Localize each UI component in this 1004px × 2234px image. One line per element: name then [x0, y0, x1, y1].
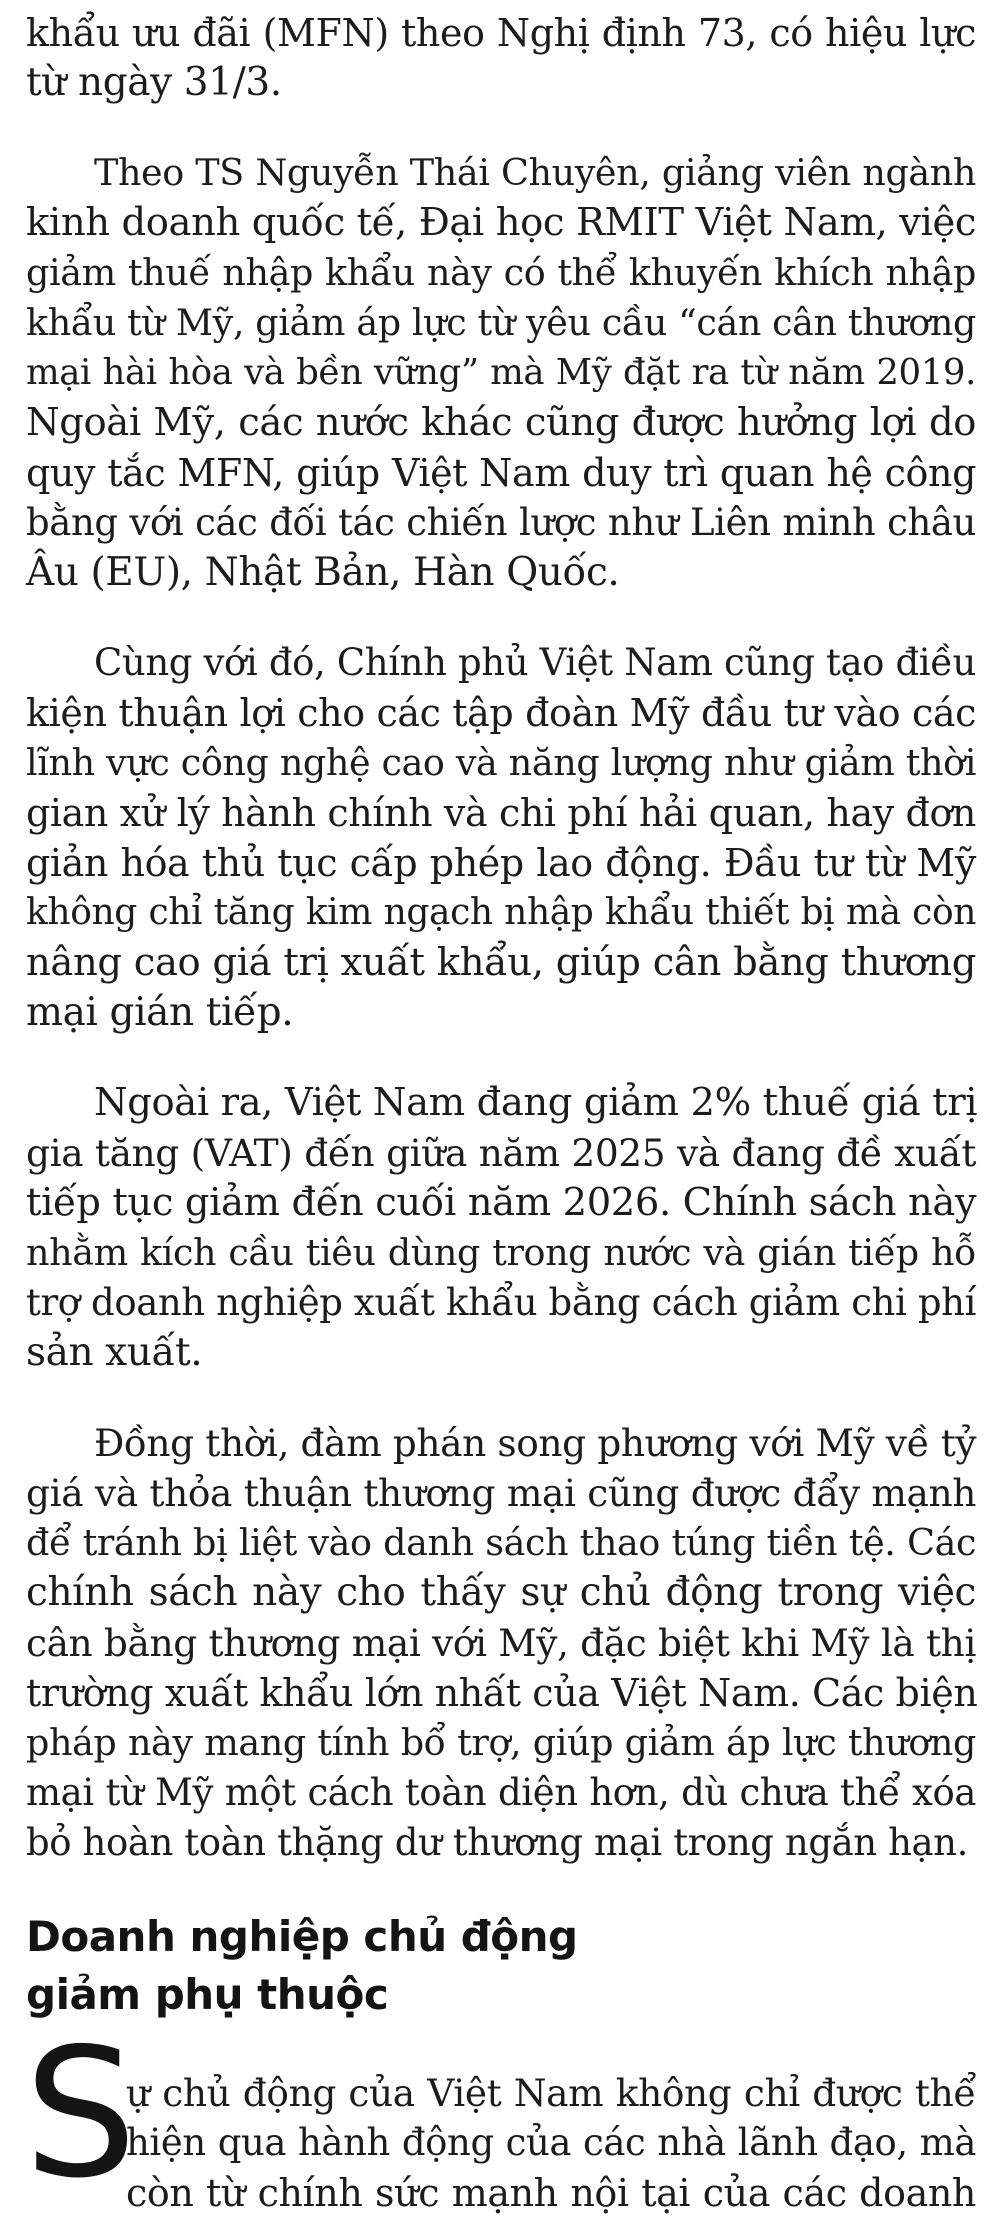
text-line: giá và thỏa thuận thương mại cũng được đẩy mạnh — [26, 1471, 976, 1515]
text-line: tiếp tục giảm đến cuối năm 2026. Chính sách này — [26, 1180, 977, 1225]
text-line: nhằm kích cầu tiêu dùng trong nước và gián tiếp hỗ — [26, 1231, 976, 1274]
text-line: lĩnh vực công nghệ cao và năng lượng như giảm thời — [26, 741, 976, 784]
text-line: bằng với các đối tác chiến lược như Liên minh châu — [26, 501, 976, 544]
text-line: kiện thuận lợi cho các tập đoàn Mỹ đầu tư vào các — [26, 691, 976, 735]
heading-line: giảm phụ thuộc — [26, 1970, 389, 2019]
text-line: gia tăng (VAT) đến giữa năm 2025 và đang đề xuất — [26, 1131, 976, 1175]
text-line: pháp này mang tính bổ trợ, giúp giảm áp lực thương — [26, 1721, 976, 1764]
text-line: kinh doanh quốc tế, Đại học RMIT Việt Nam, việc — [26, 200, 976, 245]
text-line: Đồng thời, đàm phán song phương với Mỹ về tỷ — [94, 1421, 977, 1465]
text-line: mại gián tiếp. — [26, 990, 294, 1035]
text-line: không chỉ tăng kim ngạch nhập khẩu thiết bị mà còn — [26, 892, 976, 933]
text-line: còn từ chính sức mạnh nội tại của các doanh — [126, 2171, 976, 2215]
text-line: hiện qua hành động của các nhà lãnh đạo, mà — [126, 2121, 976, 2164]
heading-line: Doanh nghiệp chủ động — [26, 1912, 578, 1961]
text-line: Âu (EU), Nhật Bản, Hàn Quốc. — [26, 550, 620, 595]
text-line: giản hóa thủ tục cấp phép lao động. Đầu tư từ Mỹ — [26, 841, 976, 885]
text-line: ự chủ động của Việt Nam không chỉ được thể — [126, 2071, 976, 2115]
text-line: nâng cao giá trị xuất khẩu, giúp cân bằng thương — [26, 940, 976, 985]
text-line: gian xử lý hành chính và chi phí hải quan, hay đơn — [26, 791, 976, 835]
text-line: trường xuất khẩu lớn nhất của Việt Nam. Các biện — [26, 1671, 978, 1715]
drop-cap: S — [24, 2010, 137, 2217]
text-line: chính sách này cho thấy sự chủ động trong việc — [26, 1570, 976, 1615]
text-line: bỏ hoàn toàn thặng dư thương mại trong ngắn hạn. — [26, 1821, 968, 1864]
text-line: Ngoài ra, Việt Nam đang giảm 2% thuế giá trị — [94, 1080, 978, 1125]
text-line: khẩu ưu đãi (MFN) theo Nghị định 73, có hiệu lực — [26, 11, 976, 55]
text-line: Ngoài Mỹ, các nước khác cũng được hưởng lợi do — [26, 400, 976, 445]
text-line: quy tắc MFN, giúp Việt Nam duy trì quan hệ công — [26, 451, 976, 495]
text-line: sản xuất. — [26, 1330, 203, 1375]
text-line: Theo TS Nguyễn Thái Chuyên, giảng viên ngành — [94, 151, 976, 194]
text-line: Cùng với đó, Chính phủ Việt Nam cũng tạo điều — [94, 641, 976, 684]
text-line: mại hài hòa và bền vững” mà Mỹ đặt ra từ năm 2019. — [26, 352, 976, 393]
text-line: từ ngày 31/3. — [26, 60, 282, 105]
text-line: giảm thuế nhập khẩu này có thể khuyến khích nhập — [26, 251, 976, 294]
text-line: cân bằng thương mại với Mỹ, đặc biệt khi Mỹ là thị — [26, 1621, 976, 1665]
text-line: trợ doanh nghiệp xuất khẩu bằng cách giảm chi phí — [26, 1281, 976, 1324]
text-line: để tránh bị liệt vào danh sách thao túng tiền tệ. Các — [26, 1521, 976, 1564]
text-line: mại từ Mỹ một cách toàn diện hơn, dù chưa thể xóa — [26, 1771, 976, 1814]
text-line: khẩu từ Mỹ, giảm áp lực từ yêu cầu “cán cân thương — [26, 301, 976, 344]
